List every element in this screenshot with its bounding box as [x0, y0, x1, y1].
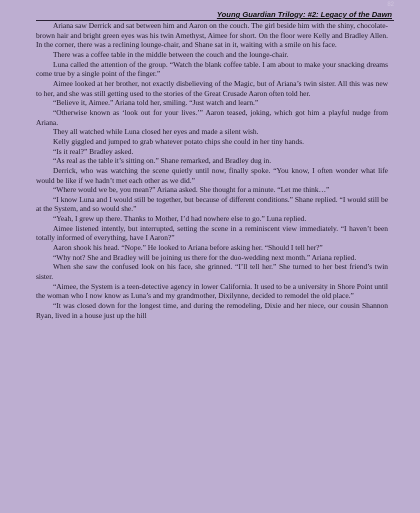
paragraph: “Aimee, the System is a teen-detective agency in lower California. It used to be a university in Shore Point until the woman who I now know as Luna’s and my grandmother, Dixilynne, decided to remodel the old place.” [36, 281, 388, 301]
paragraph: “Where would we be, you mean?” Ariana asked. She thought for a minute. “Let me think…” [53, 185, 330, 195]
paragraph: There was a coffee table in the middle between the couch and the lounge-chair. [53, 49, 289, 59]
paragraph: Luna called the attention of the group. “Watch the blank coffee table. I am about to make your snacking dreams come true by a single point of the finger.” [36, 59, 388, 79]
running-header: Young Guardian Trilogy: #2: Legacy of the Dawn [216, 10, 392, 19]
paragraph: “Believe it, Aimee.” Ariana told her, smiling. “Just watch and learn.” [53, 98, 259, 108]
paragraph: When she saw the confused look on his face, she grinned. “I’ll tell her.” She turned to her best friend’s twin sister. [36, 262, 388, 282]
paragraph: “Why not? She and Bradley will be joining us there for the duo-wedding next month.” Ariana replied. [53, 252, 357, 262]
paragraph: “Otherwise known as ‘look out for your lives.’” Aaron teased, joking, which got him a playful nudge from Ariana. [36, 107, 388, 127]
paragraph: Ariana saw Derrick and sat between him and Aaron on the couch. The girl beside him with the shiny, chocolate-brown hair and bright green eyes was his twin Amethyst, Aimee for short. On the floor were Kelly and Bradley Allen. In the corner, there was a reclining lounge-chair, and Shane sat in it, waiting with a smile on his face. [36, 21, 388, 50]
paragraph: Aimee looked at her brother, not exactly disbelieving of the Magic, but of Ariana’s twin sister. All this was new to her, and she was still getting used to the stories of the Great Crusade Aaron often told her. [36, 78, 388, 98]
paragraph: “As real as the table it’s sitting on.” Shane remarked, and Bradley dug in. [53, 156, 272, 166]
paragraph: “Is it real?” Bradley asked. [53, 146, 134, 156]
paragraph: Aimee listened intently, but interrupted, setting the scene in a reminiscent view immediately. “I haven’t been totally informed of everything, have I Aaron?” [36, 223, 388, 243]
paragraph: “Yeah, I grew up there. Thanks to Mother, I’d had nowhere else to go.” Luna replied. [53, 214, 307, 224]
paragraph: “I know Luna and I would still be together, but because of different conditions.” Shane replied. “I would still be at the System, and so would she.” [36, 194, 388, 214]
paragraph: Kelly giggled and jumped to grab whatever potato chips she could in her tiny hands. [53, 136, 304, 146]
paragraph: “It was closed down for the longest time, and during the remodeling, Dixie and her niece, our cousin Shannon Ryan, lived in a house just up the hill [36, 301, 388, 320]
paragraph: They all watched while Luna closed her eyes and made a silent wish. [53, 127, 259, 137]
page-number: 82 [387, 2, 394, 8]
paragraph: Derrick, who was watching the scene quietly until now, finally spoke. “You know, I often wonder what life would be like if we hadn’t met each other as we did.” [36, 165, 388, 185]
page-body [36, 21, 388, 320]
paragraph: Aaron shook his head. “Nope.” He looked to Ariana before asking her. “Should I tell her?” [53, 243, 323, 253]
